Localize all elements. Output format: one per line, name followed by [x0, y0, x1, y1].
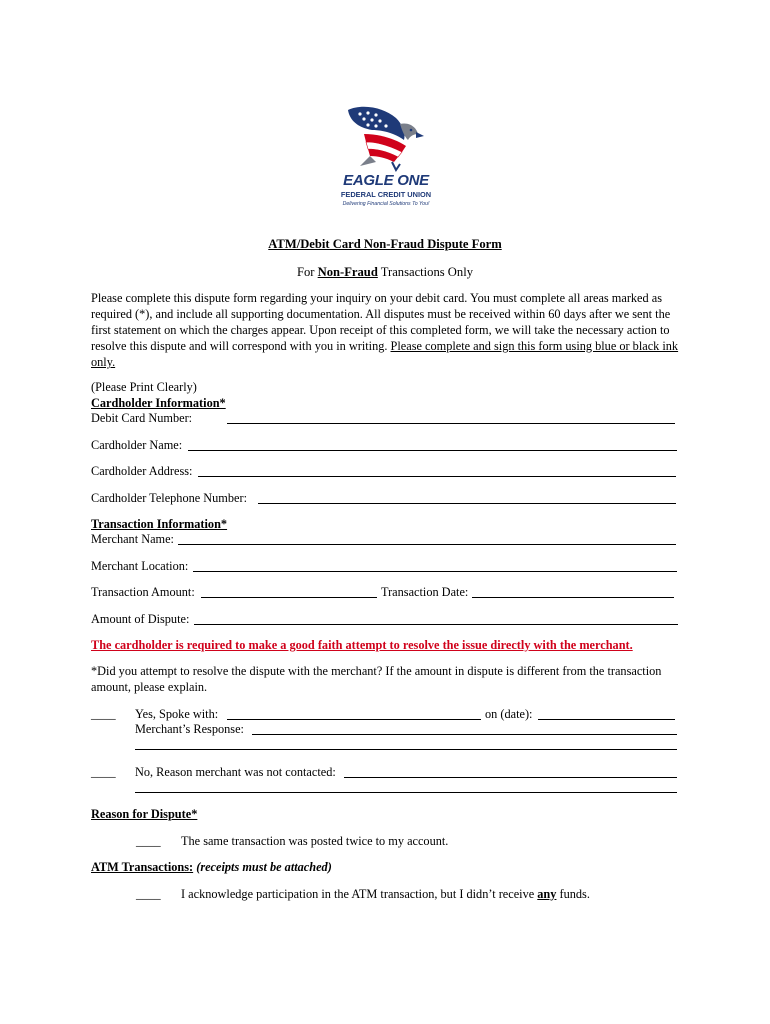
merchant-response-field-2[interactable]: [135, 749, 677, 750]
transaction-date-field[interactable]: [472, 597, 674, 598]
yes-checkbox-blank[interactable]: ____: [91, 707, 116, 721]
eagle-one-logo: [330, 104, 442, 216]
spoke-with-field[interactable]: [227, 719, 481, 720]
atm-heading-line: [91, 859, 332, 875]
cardholder-telephone-field[interactable]: [258, 503, 676, 504]
merchant-location-field[interactable]: [193, 571, 677, 572]
transaction-date-label: Transaction Date:: [381, 585, 469, 599]
reason-item1-blank[interactable]: ____: [136, 834, 161, 848]
no-reason-label: No, Reason merchant was not contacted:: [135, 765, 336, 779]
form-subtitle: [0, 264, 770, 280]
subtitle-emph: Non-Fraud: [317, 265, 378, 279]
reason-item1-label: The same transaction was posted twice to my account.: [181, 834, 449, 848]
cardholder-heading: Cardholder Information*: [91, 396, 226, 410]
eagle-icon: [330, 104, 442, 176]
intro-text: Please complete this dispute form regarding your inquiry on your debit card. You must complete all areas marked as required (*), and include all supporting documentation. All disputes must be received within 60 days after we sent the first statement on which the charges appear. Upon receipt of this completed form, we will take the necessary action to resolve this dispute and will correspond with you in writing.: [91, 291, 671, 353]
amount-of-dispute-field[interactable]: [194, 624, 678, 625]
atm-item-label: [181, 886, 590, 902]
amount-of-dispute-label: Amount of Dispute:: [91, 612, 190, 626]
no-reason-field[interactable]: [344, 777, 677, 778]
merchant-response-field[interactable]: [252, 734, 677, 735]
good-faith-notice: The cardholder is required to make a good faith attempt to resolve the issue directly with the merchant.: [91, 638, 633, 652]
reason-heading: Reason for Dispute*: [91, 807, 198, 821]
atm-note: (receipts must be attached): [196, 860, 332, 874]
intro-underlined: Please complete and sign this form using blue or black ink only.: [91, 339, 679, 369]
cardholder-address-field[interactable]: [198, 476, 676, 477]
logo-subname: FEDERAL CREDIT UNION: [340, 190, 432, 199]
merchant-name-label: Merchant Name:: [91, 532, 174, 546]
no-reason-field-2[interactable]: [135, 792, 677, 793]
merchant-name-field[interactable]: [178, 544, 676, 545]
atm-item-blank[interactable]: ____: [136, 887, 161, 901]
cardholder-name-field[interactable]: [188, 450, 677, 451]
debit-card-number-label: Debit Card Number:: [91, 411, 193, 425]
atm-item-post: funds.: [556, 887, 590, 901]
logo-name: EAGLE ONE: [343, 172, 429, 189]
logo-tagline: Delivering Financial Solutions To You!: [342, 201, 430, 207]
form-title: ATM/Debit Card Non-Fraud Dispute Form: [268, 237, 502, 251]
cardholder-address-label: Cardholder Address:: [91, 464, 193, 478]
atm-item-pre: I acknowledge participation in the ATM transaction, but I didn’t receive: [181, 887, 538, 901]
atm-heading: ATM Transactions:: [91, 860, 194, 874]
subtitle-pre: For: [296, 265, 318, 279]
atm-item-emph: any: [537, 887, 557, 901]
debit-card-number-field[interactable]: [227, 423, 675, 424]
intro-paragraph: [91, 290, 687, 370]
dispute-question: *Did you attempt to resolve the dispute with the merchant? If the amount in dispute is different from the transaction amount, please explain.: [91, 664, 662, 694]
yes-spoke-with-label: Yes, Spoke with:: [135, 707, 219, 721]
cardholder-telephone-label: Cardholder Telephone Number:: [91, 491, 247, 505]
cardholder-name-label: Cardholder Name:: [91, 438, 183, 452]
merchant-location-label: Merchant Location:: [91, 559, 189, 573]
print-clearly-note: (Please Print Clearly): [91, 380, 197, 394]
on-date-label: on (date):: [485, 707, 533, 721]
subtitle-post: Transactions Only: [377, 265, 473, 279]
no-checkbox-blank[interactable]: ____: [91, 765, 116, 779]
transaction-amount-label: Transaction Amount:: [91, 585, 195, 599]
on-date-field[interactable]: [538, 719, 675, 720]
merchant-response-label: Merchant’s Response:: [135, 722, 244, 736]
transaction-amount-field[interactable]: [201, 597, 377, 598]
transaction-heading: Transaction Information*: [91, 517, 228, 531]
